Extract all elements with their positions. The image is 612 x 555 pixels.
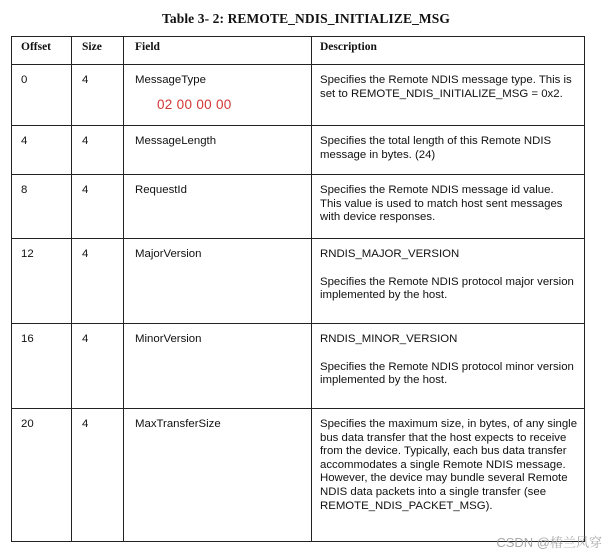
cell-size: 4: [72, 409, 124, 542]
cell-field: RequestId: [124, 175, 312, 239]
cell-description: [312, 324, 585, 409]
cell-offset: 20: [12, 409, 72, 542]
cell-offset: 4: [12, 126, 72, 175]
cell-size: 4: [72, 239, 124, 324]
cell-size: 4: [72, 324, 124, 409]
field-name: MessageType: [135, 74, 206, 86]
cell-description: Specifies the maximum size, in bytes, of any single bus data transfer that the host expects to receive from the device. Typically, each bus data transfer accommodates a single Remote NDIS message. However, the device may bundle several Remote NDIS data packets into a single transfer (see REMOTE_NDIS_PACKET_MSG).: [312, 409, 585, 542]
cell-description: Specifies the Remote NDIS message id value. This value is used to match host sent messages with device responses.: [312, 175, 585, 239]
header-description: Description: [312, 37, 585, 65]
cell-field: MaxTransferSize: [124, 409, 312, 542]
cell-description: Specifies the total length of this Remote NDIS message in bytes. (24): [312, 126, 585, 175]
table-title: Table 3- 2: REMOTE_NDIS_INITIALIZE_MSG: [162, 11, 450, 26]
cell-field: [124, 65, 312, 126]
cell-offset: 0: [12, 65, 72, 126]
cell-field: MajorVersion: [124, 239, 312, 324]
table-row: [12, 409, 585, 542]
cell-field: MinorVersion: [124, 324, 312, 409]
cell-description: Specifies the Remote NDIS message type. This is set to REMOTE_NDIS_INITIALIZE_MSG = 0x2.: [312, 65, 585, 126]
description-text: Specifies the Remote NDIS protocol minor version implemented by the host.: [320, 360, 574, 387]
header-size: Size: [72, 37, 124, 65]
header-offset: Offset: [12, 37, 72, 65]
cell-description: [312, 239, 585, 324]
spec-table: [11, 36, 585, 542]
description-constant: RNDIS_MINOR_VERSION: [320, 333, 458, 345]
cell-size: 4: [72, 126, 124, 175]
table-row: [12, 126, 585, 175]
header-field: Field: [124, 37, 312, 65]
watermark: CSDN @椿兰风穿: [496, 535, 602, 550]
cell-size: 4: [72, 175, 124, 239]
table-row: [12, 239, 585, 324]
table-row: [12, 324, 585, 409]
cell-offset: 12: [12, 239, 72, 324]
table-row: [12, 65, 585, 126]
field-annotation: 02 00 00 00: [157, 96, 232, 112]
cell-field: MessageLength: [124, 126, 312, 175]
cell-size: 4: [72, 65, 124, 126]
table-row: [12, 175, 585, 239]
description-constant: RNDIS_MAJOR_VERSION: [320, 248, 460, 260]
description-text: Specifies the Remote NDIS protocol major version implemented by the host.: [320, 275, 574, 302]
cell-offset: 16: [12, 324, 72, 409]
cell-offset: 8: [12, 175, 72, 239]
header-row: [12, 37, 585, 65]
